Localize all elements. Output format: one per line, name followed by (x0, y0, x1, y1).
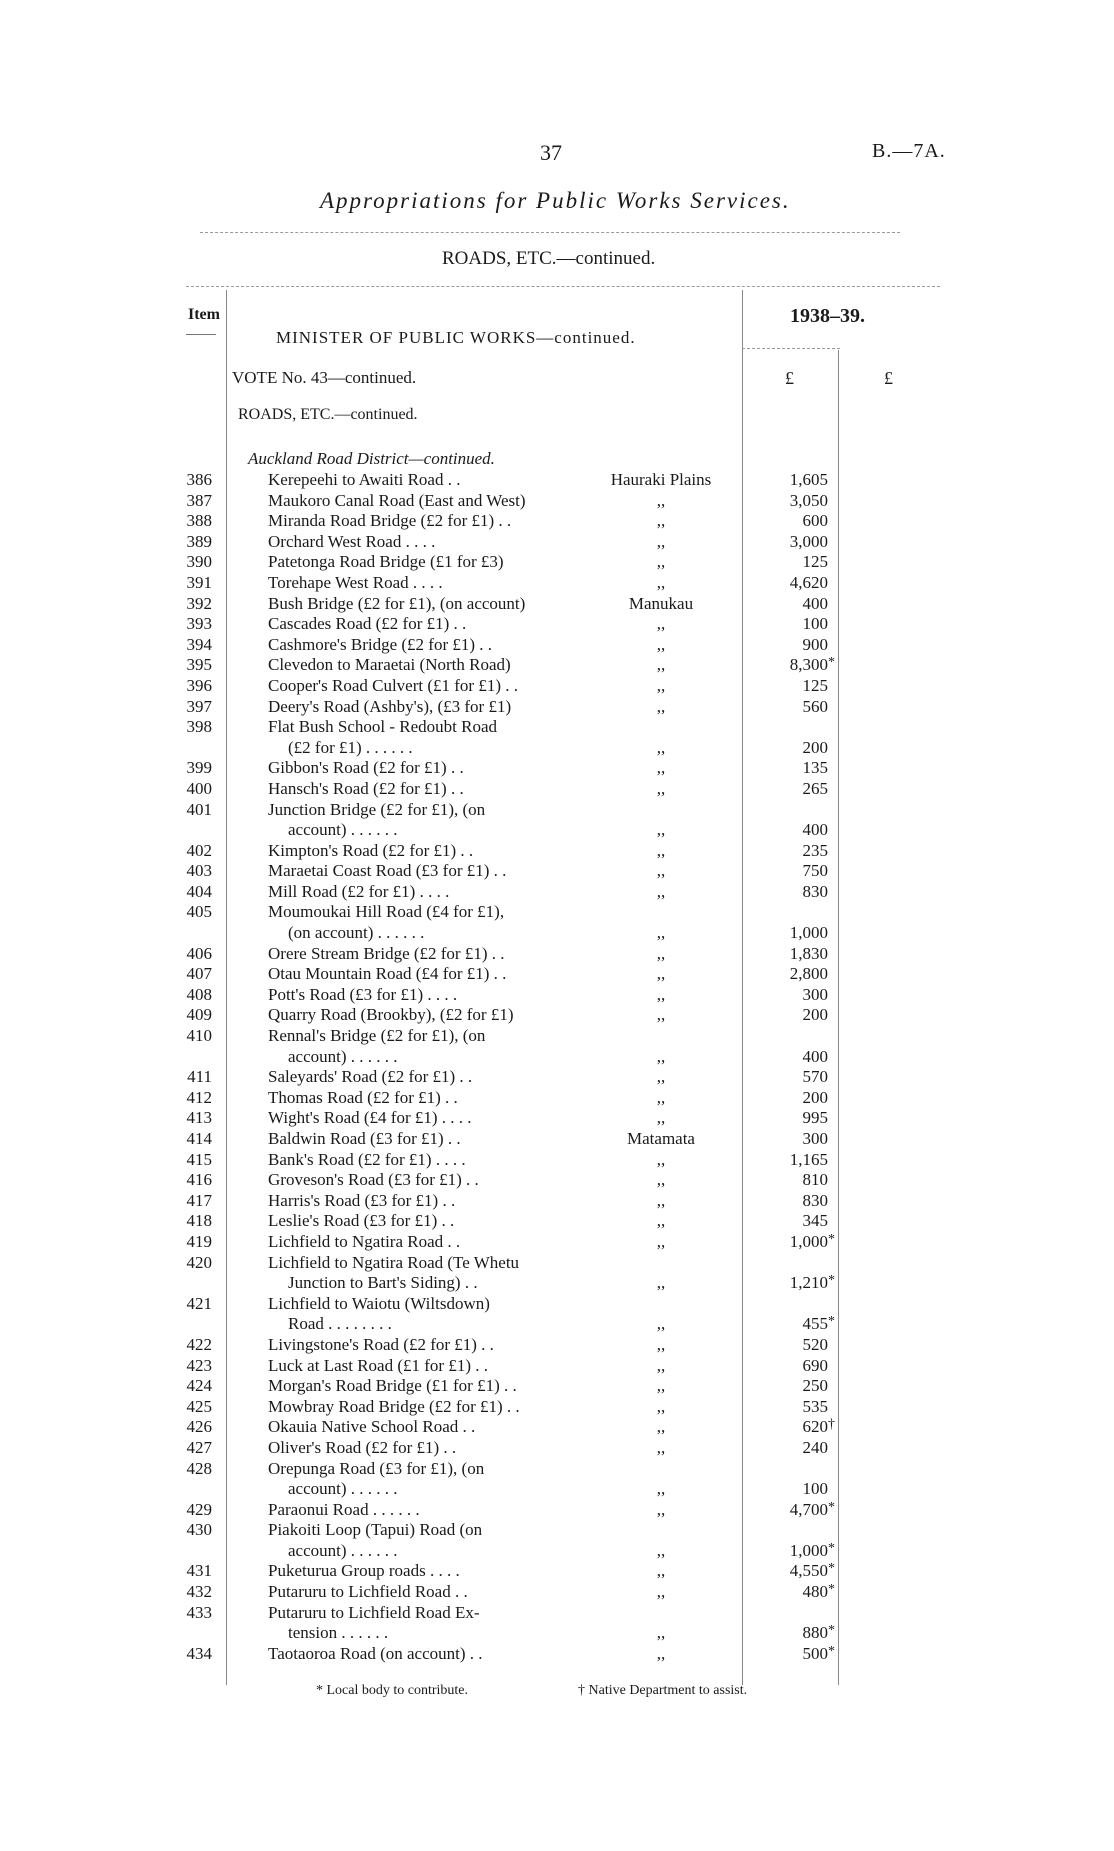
item-amount: 1,830 (789, 943, 828, 963)
item-description: Harris's Road (£3 for £1) . . (268, 1190, 456, 1210)
item-description: Thomas Road (£2 for £1) . . (268, 1087, 458, 1107)
item-amount: 265 (802, 778, 828, 798)
item-description: Clevedon to Maraetai (North Road) (268, 655, 511, 675)
item-amount: 2,800 (789, 964, 828, 984)
item-district: ,, (656, 820, 666, 840)
item-number: 430 (186, 1520, 212, 1540)
item-amount: 560 (802, 696, 828, 716)
item-district: ,, (656, 861, 666, 881)
table-row (0, 1314, 1114, 1335)
table-row (0, 594, 1114, 615)
item-district: ,, (656, 634, 666, 654)
item-number: 392 (186, 593, 212, 613)
item-description: account) . . . . . . (288, 820, 398, 840)
item-description: Quarry Road (Brookby), (£2 for £1) (268, 1005, 514, 1025)
item-description: Saleyards' Road (£2 for £1) . . (268, 1067, 473, 1087)
item-description: Kerepeehi to Awaiti Road . . (268, 470, 461, 489)
section-heading: ROADS, ETC.—continued. (442, 248, 656, 269)
item-description: Rennal's Bridge (£2 for £1), (on (268, 1026, 486, 1046)
item-district: ,, (656, 943, 666, 963)
item-footnote-mark: * (828, 1499, 835, 1515)
minister-heading: MINISTER OF PUBLIC WORKS—continued. (276, 328, 636, 347)
item-district: ,, (656, 572, 666, 592)
item-number: 416 (186, 1170, 212, 1190)
item-amount: 995 (802, 1108, 828, 1128)
table-row (0, 511, 1114, 532)
item-footnote-mark: * (828, 1561, 835, 1577)
table-row (0, 1191, 1114, 1212)
item-description: Lichfield to Ngatira Road (Te Whetu (268, 1252, 520, 1272)
item-district: ,, (656, 1582, 666, 1602)
item-amount: 125 (802, 675, 828, 695)
item-description: Miranda Road Bridge (£2 for £1) . . (268, 511, 512, 531)
table-row (0, 902, 1114, 923)
item-description: Junction Bridge (£2 for £1), (on (268, 799, 486, 819)
table-row (0, 1459, 1114, 1480)
item-amount: 125 (802, 552, 828, 572)
item-description: Taotaoroa Road (on account) . . (268, 1643, 483, 1663)
item-number: 432 (186, 1582, 212, 1602)
table-row (0, 717, 1114, 738)
table-row (0, 1211, 1114, 1232)
year-underline (742, 348, 840, 349)
table-row (0, 1356, 1114, 1377)
table-row (0, 985, 1114, 1006)
item-amount: 500 (802, 1643, 828, 1663)
item-district: ,, (656, 531, 666, 551)
item-description: Moumoukai Hill Road (£4 for £1), (268, 902, 505, 922)
table-row (0, 1623, 1114, 1644)
item-number: 434 (186, 1643, 212, 1663)
item-amount: 520 (802, 1334, 828, 1354)
table-row (0, 1335, 1114, 1356)
item-description: Gibbon's Road (£2 for £1) . . (268, 758, 464, 778)
item-number: 397 (186, 696, 212, 716)
item-number: 394 (186, 634, 212, 654)
item-district: ,, (656, 1417, 666, 1437)
item-amount: 135 (802, 758, 828, 778)
item-description: Luck at Last Road (£1 for £1) . . (268, 1355, 488, 1375)
item-number: 387 (186, 490, 212, 510)
item-number: 426 (186, 1417, 212, 1437)
item-district: ,, (656, 1376, 666, 1396)
table-row (0, 1479, 1114, 1500)
item-amount: 200 (802, 1005, 828, 1025)
item-district: ,, (656, 1334, 666, 1354)
item-district: ,, (656, 1437, 666, 1457)
item-district: ,, (656, 1561, 666, 1581)
item-description: Puketurua Group roads . . . . (268, 1561, 460, 1581)
item-amount: 200 (802, 737, 828, 757)
item-number: 391 (186, 572, 212, 592)
item-description: Piakoiti Loop (Tapui) Road (on (268, 1520, 483, 1540)
table-row (0, 1232, 1114, 1253)
item-number: 412 (186, 1087, 212, 1107)
district-heading-text: Auckland Road District—continued. (248, 449, 495, 468)
item-amount: 250 (802, 1376, 828, 1396)
table-row (0, 1500, 1114, 1521)
page-title: Appropriations for Public Works Services. (320, 188, 791, 213)
item-description: Torehape West Road . . . . (268, 572, 443, 592)
item-description: account) . . . . . . (288, 1540, 398, 1560)
item-amount: 4,550 (789, 1561, 828, 1581)
item-number: 393 (186, 614, 212, 634)
item-description: account) . . . . . . (288, 1046, 398, 1066)
item-number: 429 (186, 1499, 212, 1519)
item-district: ,, (656, 1108, 666, 1128)
item-district: Manukau (628, 593, 694, 613)
item-number: 396 (186, 675, 212, 695)
item-description: Lichfield to Ngatira Road . . (268, 1231, 461, 1251)
item-number: 425 (186, 1396, 212, 1416)
item-description: (£2 for £1) . . . . . . (288, 737, 413, 757)
item-number: 431 (186, 1561, 212, 1581)
table-row (0, 923, 1114, 944)
item-number: 433 (186, 1602, 212, 1622)
item-description: Bush Bridge (£2 for £1), (on account) (268, 593, 526, 613)
table-row (0, 820, 1114, 841)
item-amount: 1,210 (789, 1273, 828, 1293)
item-district: ,, (656, 1396, 666, 1416)
item-district: ,, (656, 614, 666, 634)
item-number: 417 (186, 1190, 212, 1210)
item-district: ,, (656, 1046, 666, 1066)
table-row (0, 1561, 1114, 1582)
item-district: ,, (656, 923, 666, 943)
item-district: ,, (656, 964, 666, 984)
item-number: 401 (186, 799, 212, 819)
item-number: 404 (186, 881, 212, 901)
item-description: Cascades Road (£2 for £1) . . (268, 614, 467, 634)
item-number: 419 (186, 1231, 212, 1251)
item-amount: 600 (802, 511, 828, 531)
item-description: Maraetai Coast Road (£3 for £1) . . (268, 861, 507, 881)
item-footnote-mark: † (828, 1417, 835, 1433)
item-amount: 830 (802, 881, 828, 901)
item-number: 409 (186, 1005, 212, 1025)
item-district: ,, (656, 1314, 666, 1334)
item-amount: 480 (802, 1582, 828, 1602)
table-row (0, 1397, 1114, 1418)
item-number: 405 (186, 902, 212, 922)
item-description: Mill Road (£2 for £1) . . . . (268, 881, 450, 901)
item-amount: 880 (802, 1623, 828, 1643)
item-description: Putaruru to Lichfield Road Ex- (268, 1602, 480, 1622)
item-description: Cashmore's Bridge (£2 for £1) . . (268, 634, 493, 654)
item-amount: 400 (802, 1046, 828, 1066)
item-amount: 345 (802, 1211, 828, 1231)
item-amount: 620 (802, 1417, 828, 1437)
item-description: Patetonga Road Bridge (£1 for £3) (268, 552, 504, 572)
item-number: 399 (186, 758, 212, 778)
item-number: 413 (186, 1108, 212, 1128)
table-row (0, 1603, 1114, 1624)
item-footnote-mark: * (828, 1643, 835, 1659)
item-amount: 235 (802, 840, 828, 860)
item-district: ,, (656, 1355, 666, 1375)
item-district: ,, (656, 1067, 666, 1087)
item-amount: 100 (802, 614, 828, 634)
item-number: 420 (186, 1252, 212, 1272)
year-heading: 1938–39. (790, 305, 865, 327)
item-description: Okauia Native School Road . . (268, 1417, 476, 1437)
title-rule (200, 232, 900, 233)
roads-subheading: ROADS, ETC.—continued. (238, 406, 418, 423)
item-amount: 535 (802, 1396, 828, 1416)
item-district: ,, (656, 1190, 666, 1210)
item-district: ,, (656, 758, 666, 778)
item-description: Paraonui Road . . . . . . (268, 1499, 420, 1519)
table-row (0, 1294, 1114, 1315)
table-row (0, 655, 1114, 676)
item-number: 411 (187, 1067, 212, 1087)
item-header-rule (186, 334, 216, 335)
table-row (0, 779, 1114, 800)
item-district: ,, (656, 1540, 666, 1560)
item-district: ,, (656, 1005, 666, 1025)
item-number: 407 (186, 964, 212, 984)
item-number: 395 (186, 655, 212, 675)
table-row (0, 738, 1114, 759)
table-row (0, 882, 1114, 903)
table-row (0, 1376, 1114, 1397)
item-number: 400 (186, 778, 212, 798)
table-row (0, 1541, 1114, 1562)
item-amount: 300 (802, 1129, 828, 1148)
item-amount: 200 (802, 1087, 828, 1107)
item-district: ,, (656, 1479, 666, 1499)
item-amount: 750 (802, 861, 828, 881)
item-amount: 400 (802, 820, 828, 840)
item-footnote-mark: * (828, 1314, 835, 1330)
item-number: 398 (186, 717, 212, 737)
item-description: Lichfield to Waiotu (Wiltsdown) (268, 1293, 490, 1313)
item-district: ,, (656, 840, 666, 860)
item-description: Orepunga Road (£3 for £1), (on (268, 1458, 485, 1478)
item-number: 388 (186, 511, 212, 531)
item-district: ,, (656, 1499, 666, 1519)
table-row (0, 1026, 1114, 1047)
item-description: Putaruru to Lichfield Road . . (268, 1582, 468, 1602)
item-description: Leslie's Road (£3 for £1) . . (268, 1211, 455, 1231)
vote-heading: VOTE No. 43—continued. (232, 368, 417, 387)
item-number: 418 (186, 1211, 212, 1231)
table-row (0, 532, 1114, 553)
item-description: Groveson's Road (£3 for £1) . . (268, 1170, 479, 1190)
item-district: ,, (656, 655, 666, 675)
item-description: Mowbray Road Bridge (£2 for £1) . . (268, 1396, 520, 1416)
page-number: 37 (540, 140, 562, 165)
item-footnote-mark: * (828, 1273, 835, 1289)
table-row (0, 1108, 1114, 1129)
item-footnote-mark: * (828, 1231, 835, 1247)
item-footnote-mark: * (828, 1540, 835, 1556)
page-code: B.—7A. (872, 140, 946, 162)
currency-symbol: £ (884, 368, 893, 388)
item-amount: 8,300 (789, 655, 828, 675)
item-description: Bank's Road (£2 for £1) . . . . (268, 1149, 466, 1169)
item-number: 428 (186, 1458, 212, 1478)
item-amount: 1,000 (789, 1231, 828, 1251)
item-number: 414 (186, 1129, 212, 1148)
item-description: account) . . . . . . (288, 1479, 398, 1499)
item-description: Cooper's Road Culvert (£1 for £1) . . (268, 675, 518, 695)
item-number: 423 (186, 1355, 212, 1375)
item-amount: 4,620 (789, 572, 828, 592)
item-description: Hansch's Road (£2 for £1) . . (268, 778, 464, 798)
item-district: ,, (656, 675, 666, 695)
table-row (0, 800, 1114, 821)
item-description: Orere Stream Bridge (£2 for £1) . . (268, 943, 505, 963)
item-district: ,, (656, 1273, 666, 1293)
appropriation-table (0, 470, 1114, 1664)
currency-symbol: £ (785, 368, 794, 388)
item-number: 422 (186, 1334, 212, 1354)
item-amount: 3,000 (789, 531, 828, 551)
item-amount: 400 (802, 593, 828, 613)
item-amount: 830 (802, 1190, 828, 1210)
table-row (0, 1273, 1114, 1294)
item-amount: 1,165 (789, 1149, 828, 1169)
item-description: Pott's Road (£3 for £1) . . . . (268, 984, 458, 1004)
item-number: 410 (186, 1026, 212, 1046)
item-number: 389 (186, 531, 212, 551)
item-amount: 1,605 (789, 470, 828, 489)
table-row (0, 1150, 1114, 1171)
item-description: Wight's Road (£4 for £1) . . . . (268, 1108, 472, 1128)
item-number: 406 (186, 943, 212, 963)
table-row (0, 1438, 1114, 1459)
item-description: Orchard West Road . . . . (268, 531, 436, 551)
table-row (0, 1644, 1114, 1665)
item-number: 408 (186, 984, 212, 1004)
table-row (0, 1582, 1114, 1603)
item-number: 390 (186, 552, 212, 572)
table-row (0, 491, 1114, 512)
table-row (0, 964, 1114, 985)
item-district: ,, (656, 1643, 666, 1663)
item-amount: 900 (802, 634, 828, 654)
table-row (0, 1129, 1114, 1150)
item-number: 421 (186, 1293, 212, 1313)
item-number: 403 (186, 861, 212, 881)
item-district: ,, (656, 1170, 666, 1190)
table-row (0, 1088, 1114, 1109)
table-row (0, 1067, 1114, 1088)
table-row (0, 676, 1114, 697)
item-number: 424 (186, 1376, 212, 1396)
item-description: tension . . . . . . (288, 1623, 389, 1643)
item-number: 427 (186, 1437, 212, 1457)
item-amount: 810 (802, 1170, 828, 1190)
item-amount: 1,000 (789, 1540, 828, 1560)
item-district: ,, (656, 1623, 666, 1643)
item-amount: 300 (802, 984, 828, 1004)
table-row (0, 1253, 1114, 1274)
item-district: ,, (656, 696, 666, 716)
item-district: ,, (656, 1087, 666, 1107)
item-district: ,, (656, 490, 666, 510)
item-amount: 570 (802, 1067, 828, 1087)
item-description: Oliver's Road (£2 for £1) . . (268, 1437, 457, 1457)
footnote-local-body: * Local body to contribute. (316, 1683, 469, 1698)
table-row (0, 1005, 1114, 1026)
item-amount: 4,700 (789, 1499, 828, 1519)
table-row (0, 944, 1114, 965)
item-description: Deery's Road (Ashby's), (£3 for £1) (268, 696, 512, 716)
district-heading (248, 449, 495, 469)
item-amount: 100 (802, 1479, 828, 1499)
item-district: ,, (656, 737, 666, 757)
item-district: ,, (656, 778, 666, 798)
item-amount: 3,050 (789, 490, 828, 510)
item-district: ,, (656, 511, 666, 531)
item-amount: 1,000 (789, 923, 828, 943)
table-row (0, 1417, 1114, 1438)
table-top-rule (186, 286, 940, 287)
footnote-native-department: † Native Department to assist. (578, 1683, 748, 1698)
item-description: Maukoro Canal Road (East and West) (268, 490, 526, 510)
item-district: Matamata (627, 1129, 695, 1148)
item-district: ,, (656, 1231, 666, 1251)
table-row (0, 573, 1114, 594)
item-footnote-mark: * (828, 655, 835, 671)
item-description: Morgan's Road Bridge (£1 for £1) . . (268, 1376, 517, 1396)
item-amount: 455 (802, 1314, 828, 1334)
table-row (0, 841, 1114, 862)
table-row (0, 470, 1114, 491)
item-district: Hauraki Plains (610, 470, 712, 489)
item-description: Flat Bush School - Redoubt Road (268, 717, 498, 737)
item-amount: 690 (802, 1355, 828, 1375)
item-description: Otau Mountain Road (£4 for £1) . . (268, 964, 507, 984)
table-row (0, 1170, 1114, 1191)
table-row (0, 552, 1114, 573)
item-amount: 240 (802, 1437, 828, 1457)
item-description: Livingstone's Road (£2 for £1) . . (268, 1334, 494, 1354)
table-row (0, 635, 1114, 656)
item-description: Road . . . . . . . . (288, 1314, 392, 1334)
item-district: ,, (656, 881, 666, 901)
item-district: ,, (656, 1149, 666, 1169)
item-column-header: Item (188, 306, 220, 323)
item-description: Baldwin Road (£3 for £1) . . (268, 1129, 461, 1148)
table-row (0, 614, 1114, 635)
item-description: Kimpton's Road (£2 for £1) . . (268, 840, 474, 860)
item-district: ,, (656, 552, 666, 572)
item-number: 402 (186, 840, 212, 860)
item-footnote-mark: * (828, 1582, 835, 1598)
item-district: ,, (656, 984, 666, 1004)
table-row (0, 758, 1114, 779)
item-description: (on account) . . . . . . (288, 923, 425, 943)
item-number: 415 (186, 1149, 212, 1169)
item-footnote-mark: * (828, 1623, 835, 1639)
table-row (0, 1047, 1114, 1068)
item-number: 386 (186, 470, 212, 489)
table-row (0, 861, 1114, 882)
table-row (0, 1520, 1114, 1541)
item-description: Junction to Bart's Siding) . . (288, 1273, 478, 1293)
item-district: ,, (656, 1211, 666, 1231)
table-row (0, 697, 1114, 718)
